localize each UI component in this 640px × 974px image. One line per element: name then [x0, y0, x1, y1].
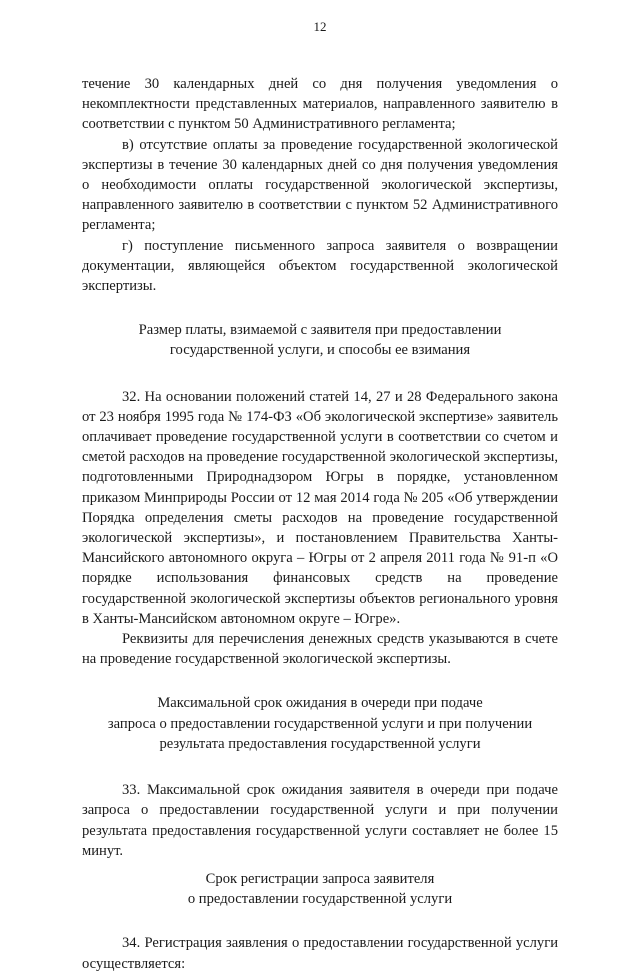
paragraph-32: 32. На основании положений статей 14, 27 и 28 Федерального закона от 23 ноября 1995 года № 174-ФЗ «Об экологической экспертизе» заявитель оплачивает проведение государственной услуги в соответствии со счетом и сметой расходов на проведение государственной экологической экспертизы, подготовленными Природнадзором Югры в порядке, установленном приказом Минприроды России от 12 мая 2014 года № 205 «Об утверждении Порядка определения сметы расходов на проведение государственной экологической экспертизы», и постановлением Правительства Ханты-Мансийского автономного округа – Югры от 2 апреля 2011 года № 91-п «О порядке использования финансовых средств на проведение государственной экологической экспертизы объектов регионального уровня в Ханты-Мансийском автономном округе – Югре». — [82, 388, 558, 627]
heading-line: государственной услуги, и способы ее взимания — [169, 342, 471, 359]
heading-line: запроса о предоставлении государственной услуги и при получении — [107, 715, 533, 732]
paragraph-item-g: г) поступление письменного запроса заявителя о возвращении документации, являющейся объектом государственной экологической экспертизы. — [82, 237, 558, 295]
paragraph-item-v: в) отсутствие оплаты за проведение государственной экологической экспертизы в течение 30 календарных дней со дня получения уведомления о необходимости оплаты государственной экологической экспертизы, направленного заявителю в соответствии с пунктом 52 Административного регламента; — [82, 136, 558, 234]
paragraph-continuation: течение 30 календарных дней со дня получения уведомления о некомплектности представленных материалов, направленного заявителю в соответствии с пунктом 50 Административного регламента; — [82, 76, 558, 133]
heading-line: о предоставлении государственной услуги — [187, 891, 453, 908]
section-heading-fee — [82, 320, 558, 360]
heading-line: Максимальной срок ожидания в очереди при подаче — [157, 695, 483, 712]
paragraph-requisites: Реквизиты для перечисления денежных средств указываются в счете на проведение государственной экологической экспертизы. — [82, 631, 558, 668]
heading-line: результата предоставления государственной услуги — [159, 735, 481, 752]
document-body — [82, 74, 558, 974]
section-heading-registration — [82, 869, 558, 909]
section-heading-wait — [82, 693, 558, 754]
paragraph-34: 34. Регистрация заявления о предоставлении государственной услуги осуществляется: — [82, 935, 558, 972]
heading-line: Срок регистрации запроса заявителя — [205, 870, 435, 887]
page-number: 12 — [313, 19, 327, 34]
heading-line: Размер платы, взимаемой с заявителя при предоставлении — [138, 322, 502, 339]
paragraph-33: 33. Максимальной срок ожидания заявителя в очереди при подаче запроса о предоставлении государственной услуги и при получении результата предоставления государственной услуги составляет не более 15 минут. — [82, 782, 558, 859]
